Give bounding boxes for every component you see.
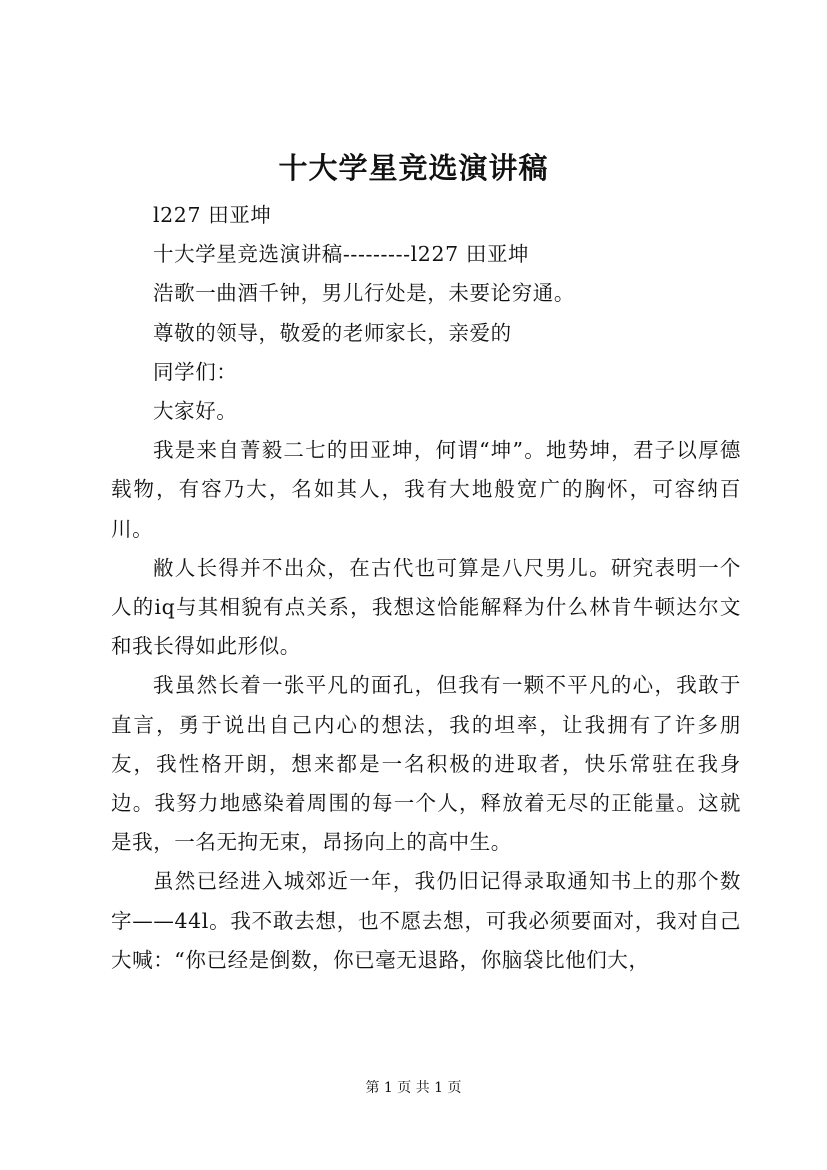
document-body: [111, 196, 741, 980]
page-footer: 第 1 页 共 1 页: [365, 1080, 462, 1096]
paragraph: 我虽然长着一张平凡的面孔，但我有一颗不平凡的心，我敢于直言，勇于说出自己内心的想法，我的坦率，让我拥有了许多朋友，我性格开朗，想来都是一名积极的进取者，快乐常驻在我身边。我努力地感染着周围的每一个人，释放着无尽的正能量。这就是我，一名无拘无束，昂扬向上的高中生。: [111, 673, 741, 855]
paragraph: l227 田亚坤: [153, 203, 272, 227]
paragraph: 我是来自菁毅二七的田亚坤，何谓“坤”。地势坤，君子以厚德载物，有容乃大，名如其人，我有大地般宽广的胸怀，可容纳百川。: [111, 438, 741, 541]
paragraph: 浩歌一曲酒千钟，男儿行处是，未要论穷通。: [153, 281, 575, 306]
paragraph: 敝人长得并不出众，在古代也可算是八尺男儿。研究表明一个人的iq与其相貌有点关系，我想这恰能解释为什么林肯牛顿达尔文和我长得如此形似。: [111, 555, 741, 659]
paragraph: 十大学星竞选演讲稿---------l227 田亚坤: [153, 242, 530, 267]
paragraph: 大家好。: [153, 399, 238, 424]
paragraph: 同学们：: [153, 359, 238, 384]
paragraph: 尊敬的领导，敬爱的老师家长，亲爱的: [153, 320, 512, 345]
paragraph: 虽然已经进入城郊近一年，我仍旧记得录取通知书上的那个数字——44l。我不敢去想，也不愿去想，可我必须要面对，我对自己大喊：“你已经是倒数，你已毫无退路，你脑袋比他们大，: [111, 869, 741, 972]
page-title: 十大学星竞选演讲稿: [278, 151, 549, 185]
